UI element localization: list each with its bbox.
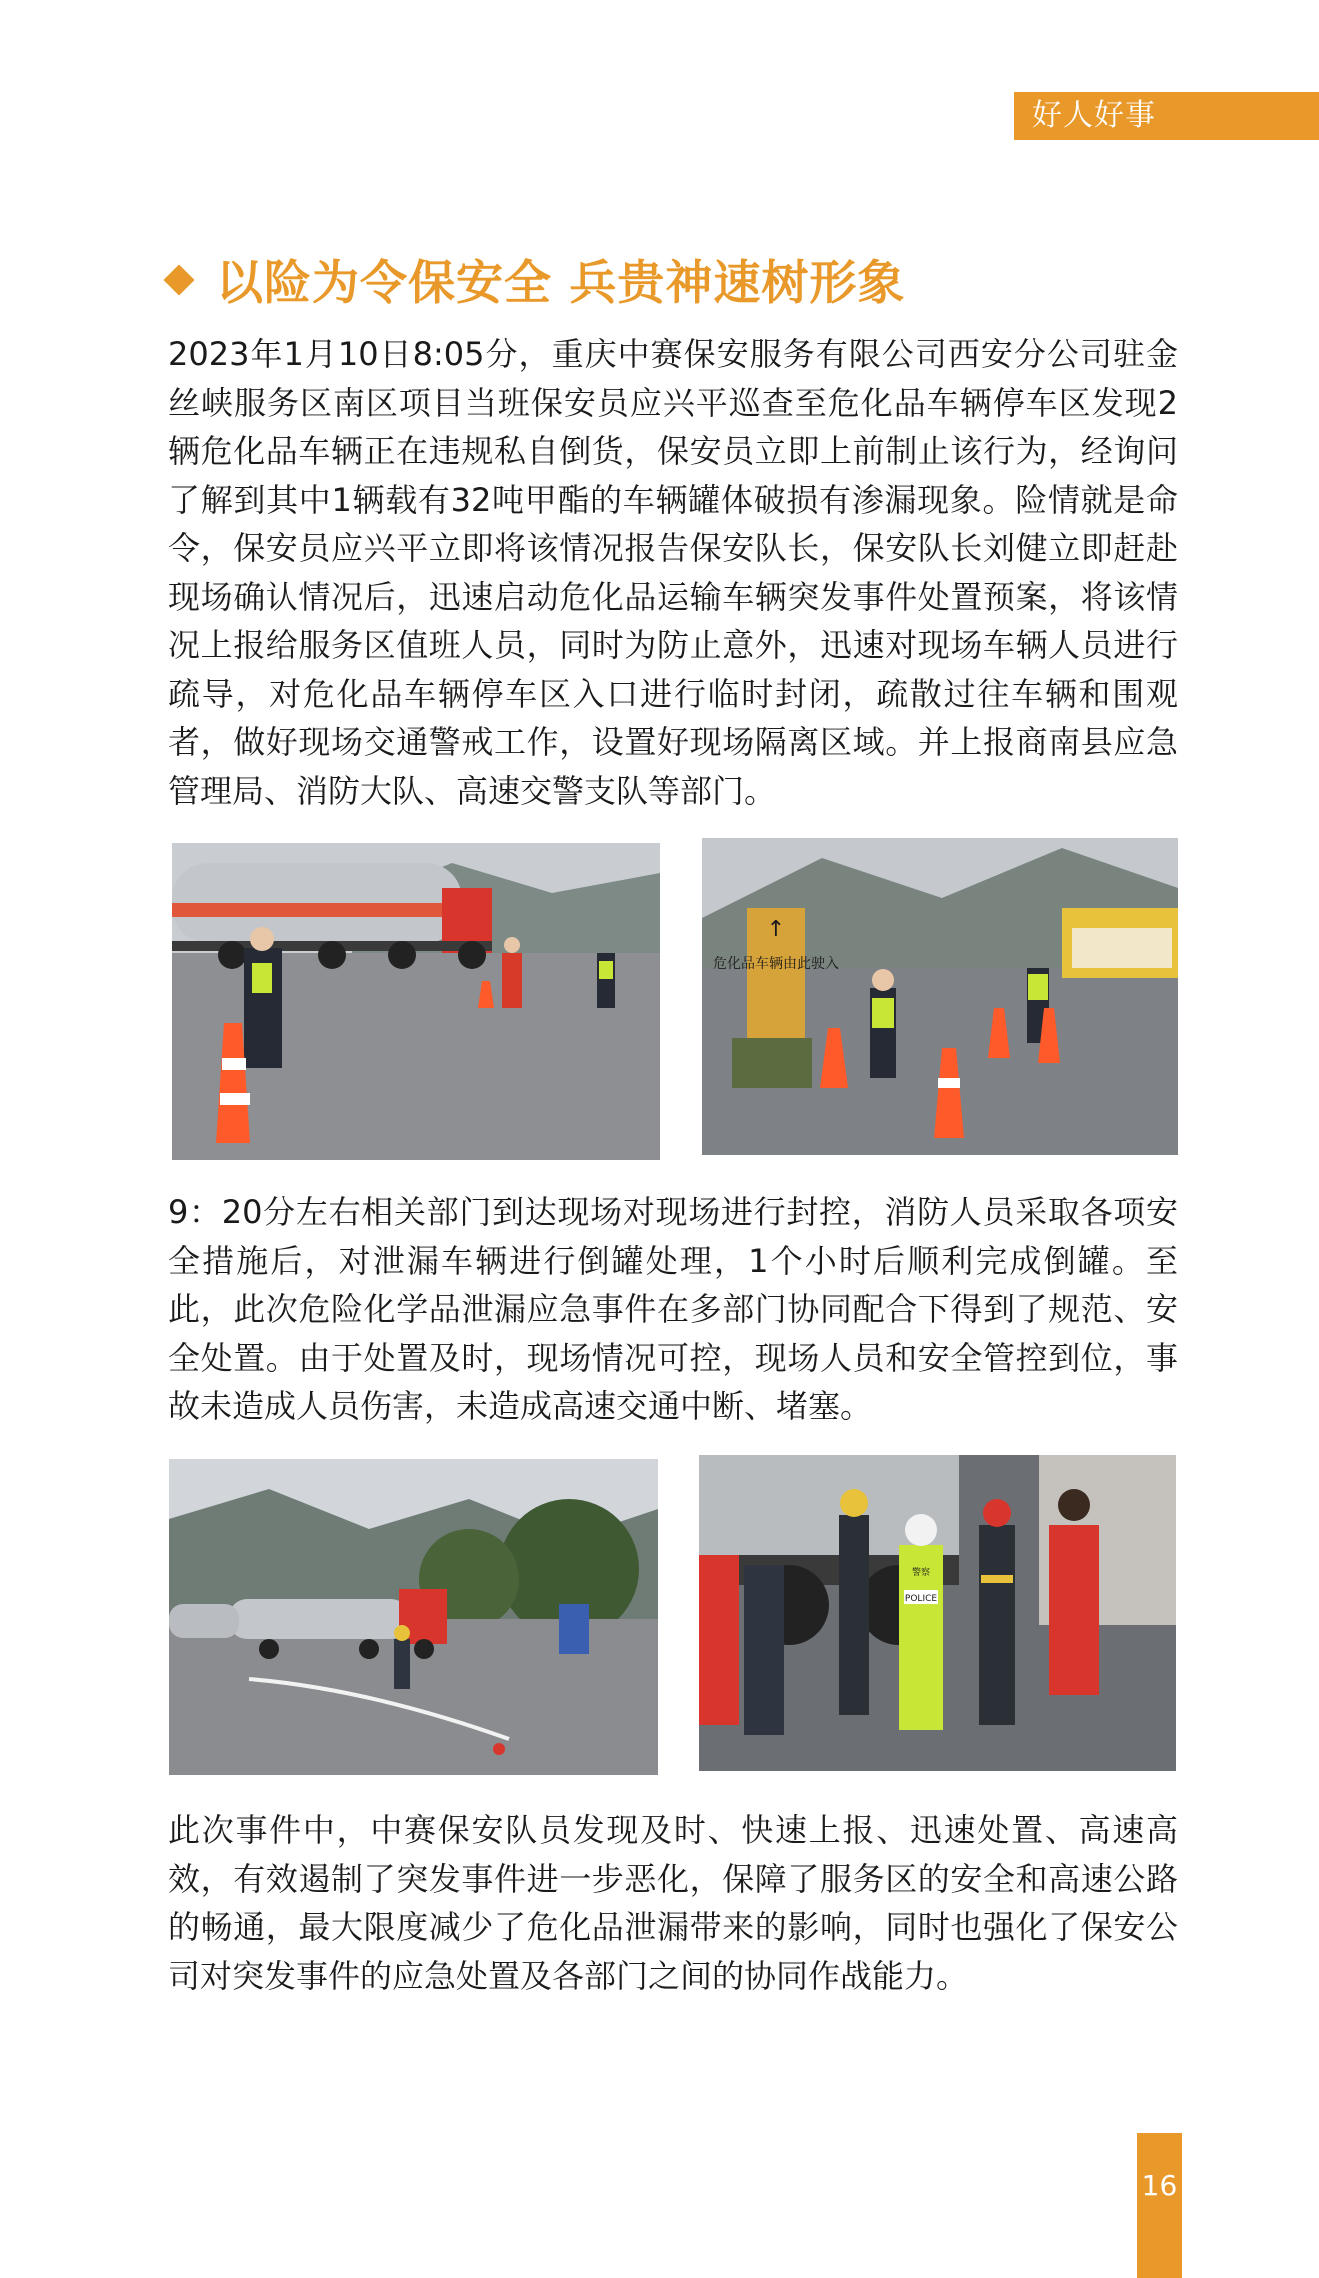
article-paragraph-2: 9：20分左右相关部门到达现场对现场进行封控，消防人员采取各项安全措施后，对泄漏车辆进行倒罐处理，1个小时后顺利完成倒罐。至此，此次危险化学品泄漏应急事件在多部门协同配合下得到了规范、安全处置。由于处置及时，现场情况可控，现场人员和安全管控到位，事故未造成人员伤害，未造成高速交通中断、堵塞。 — [168, 1193, 1178, 1425]
photo-tanker-guard — [172, 843, 660, 1160]
svg-text:↑: ↑ — [766, 917, 786, 942]
photo-sign-guards-illustration — [702, 838, 1178, 1155]
article-title: 以险为令保安全 兵贵神速树形象 — [216, 256, 906, 311]
photo-police-cn: 警察 — [911, 1568, 931, 1578]
photo-tanker-firefighter — [169, 1459, 658, 1775]
photo-police-firefighters — [699, 1455, 1176, 1771]
photo-police-firefighters-illustration — [699, 1455, 1176, 1771]
photo-tanker-guard-illustration — [172, 843, 660, 1160]
photo-police-label: POLICE — [904, 1594, 938, 1604]
photo-sign-guards — [702, 838, 1178, 1155]
article-paragraph-3: 此次事件中，中赛保安队员发现及时、快速上报、迅速处置、高速高效，有效遏制了突发事件进一步恶化，保障了服务区的安全和高速公路的畅通，最大限度减少了危化品泄漏带来的影响，同时也强化了保安公司对突发事件的应急处置及各部门之间的协同作战能力。 — [168, 1811, 1178, 1995]
page-number: 16 — [1137, 2133, 1182, 2278]
article-paragraph-1: 2023年1月10日8:05分，重庆中赛保安服务有限公司西安分公司驻金丝峡服务区南区项目当班保安员应兴平巡查至危化品车辆停车区发现2辆危化品车辆正在违规私自倒货，保安员立即上前制止该行为，经询问了解到其中1辆载有32吨甲酯的车辆罐体破损有渗漏现象。险情就是命令，保安员应兴平立即将该情况报告保安队长，保安队长刘健立即赶赴现场确认情况后，迅速启动危化品运输车辆突发事件处置预案，将该情况上报给服务区值班人员，同时为防止意外，迅速对现场车辆人员进行疏导，对危化品车辆停车区入口进行临时封闭，疏散过往车辆和围观者，做好现场交通警戒工作，设置好现场隔离区域。并上报商南县应急管理局、消防大队、高速交警支队等部门。 — [168, 335, 1178, 810]
diamond-bullet-icon — [163, 264, 194, 295]
section-tag: 好人好事 — [1014, 92, 1319, 140]
article-heading — [168, 246, 905, 313]
photo-sign-text: 危化品车辆由此驶入 — [713, 956, 839, 972]
photo-tanker-firefighter-illustration — [169, 1459, 658, 1775]
